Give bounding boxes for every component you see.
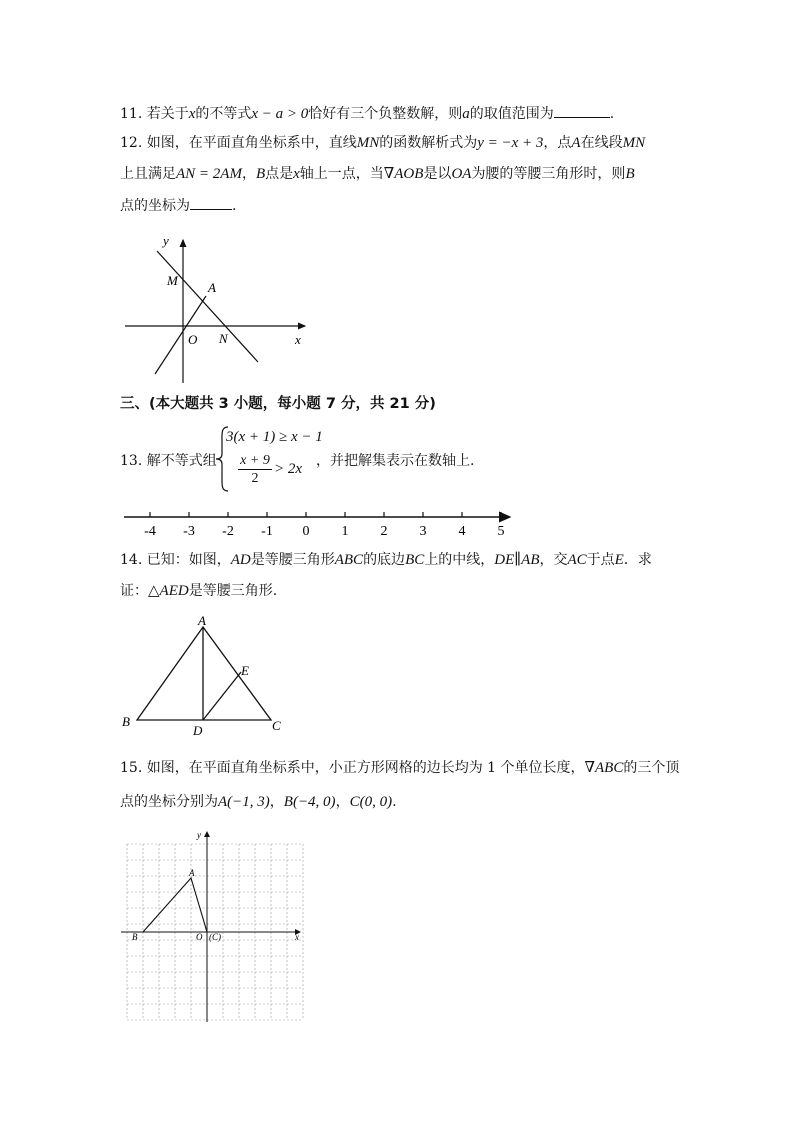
inequality-1: 3(x + 1) ≥ x − 1 bbox=[226, 429, 323, 445]
question-13-instruction: ，并把解集表示在数轴上. bbox=[316, 453, 475, 469]
figure-12-coordinate-plane bbox=[115, 228, 315, 388]
number-line-label: 2 bbox=[380, 524, 388, 539]
triangle-abc bbox=[137, 627, 271, 720]
label-a: A bbox=[208, 280, 216, 295]
question-14-line-1: 14. 已知：如图，AD是等腰三角形ABC的底边BC上的中线，DE∥AB，交AC于点E．求 bbox=[120, 552, 652, 568]
label-b: B bbox=[132, 932, 138, 942]
label-x: x bbox=[295, 932, 299, 942]
question-12-line-2: 上且满足AN = 2AM，B点是x轴上一点，当∇AOB是以OA为腰的等腰三角形时，则B bbox=[120, 166, 635, 182]
question-11: 11. 若关于x的不等式x − a > 0恰好有三个负整数解，则a的取值范围为 . bbox=[120, 103, 614, 124]
number-line-label: -1 bbox=[261, 524, 273, 539]
number-line-label: 1 bbox=[341, 524, 349, 539]
label-d: D bbox=[193, 723, 203, 738]
question-15-line-2: 点的坐标分别为A(−1, 3)，B(−4, 0)，C(0, 0). bbox=[120, 794, 397, 810]
label-c: (C) bbox=[209, 932, 221, 942]
line-mn bbox=[157, 251, 258, 362]
question-12-line-3: 点的坐标为 . bbox=[120, 195, 236, 216]
label-y: y bbox=[197, 830, 201, 840]
section-3-heading: 三、(本大题共 3 小题，每小题 7 分，共 21 分) bbox=[120, 396, 436, 412]
answer-blank[interactable] bbox=[190, 195, 232, 210]
segment-de bbox=[203, 672, 241, 720]
number-line-label: 5 bbox=[497, 524, 505, 539]
segment-oa bbox=[155, 296, 206, 374]
figure-14-triangle bbox=[115, 612, 290, 742]
label-n: N bbox=[219, 331, 228, 346]
number-line-label: 4 bbox=[458, 524, 466, 539]
number-line-label: 3 bbox=[419, 524, 427, 539]
label-m: M bbox=[167, 273, 178, 288]
label-o: O bbox=[188, 332, 198, 347]
number-line bbox=[118, 505, 520, 545]
number-line-label: 0 bbox=[302, 524, 310, 539]
question-15-line-1: 15. 如图，在平面直角坐标系中，小正方形网格的边长均为 1 个单位长度，∇ABC的三个顶 bbox=[120, 760, 680, 776]
label-b: B bbox=[122, 714, 130, 729]
figure-15-grid bbox=[118, 826, 308, 1026]
label-c: C bbox=[272, 718, 281, 733]
label-e: E bbox=[241, 663, 249, 678]
number-line-label: -3 bbox=[183, 524, 195, 539]
label-a: A bbox=[198, 613, 206, 628]
inequality-2-fraction: x + 9 2 bbox=[238, 452, 272, 487]
label-x: x bbox=[295, 332, 301, 347]
answer-blank[interactable] bbox=[554, 103, 610, 118]
number-line-label: -4 bbox=[144, 524, 156, 539]
question-13-intro: 13. 解不等式组 bbox=[120, 453, 217, 469]
label-a: A bbox=[189, 868, 195, 878]
inequality-2-rhs: > 2x bbox=[274, 461, 303, 477]
question-12-line-1: 12. 如图，在平面直角坐标系中，直线MN的函数解析式为y = −x + 3，点A在线段MN bbox=[120, 135, 646, 151]
label-o: O bbox=[196, 932, 203, 942]
number-line-label: -2 bbox=[222, 524, 234, 539]
question-14-line-2: 证：△AED是等腰三角形. bbox=[120, 583, 278, 599]
label-y: y bbox=[163, 233, 169, 248]
